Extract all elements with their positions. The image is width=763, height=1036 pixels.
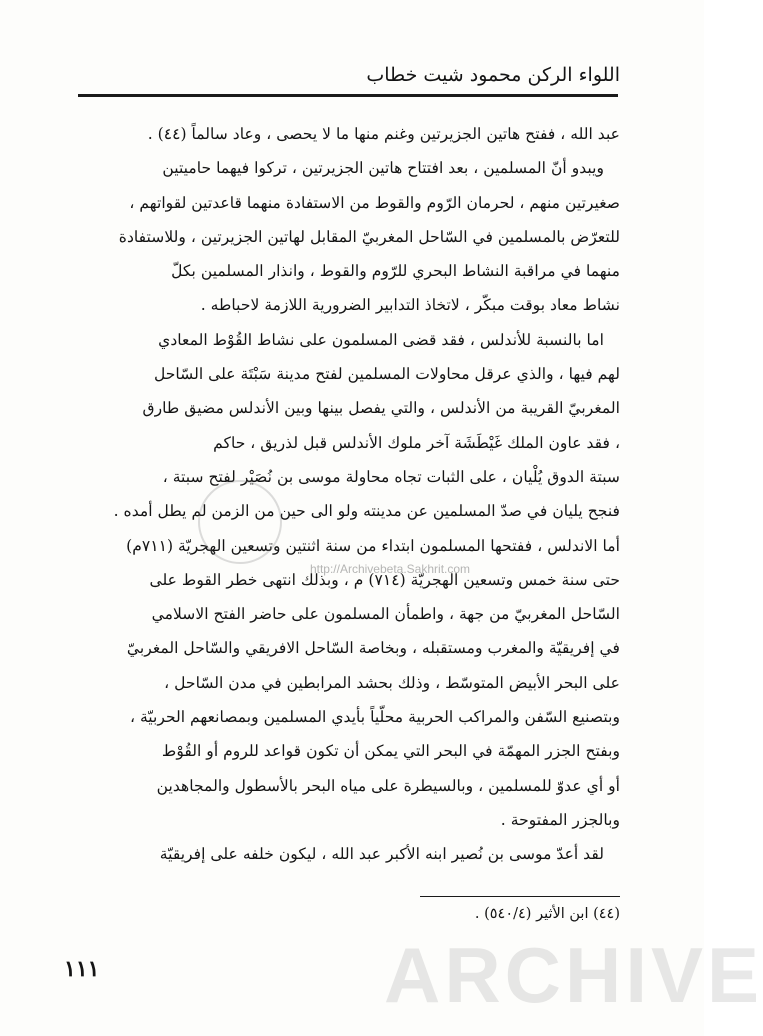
text-line: اما بالنسبة للأندلس ، فقد قضى المسلمون على نشاط القُوْط المعادي	[158, 330, 604, 349]
text-line: السّاحل المغربيّ من جهة ، واطمأن المسلمون على حاضر الفتح الاسلامي	[151, 605, 620, 624]
text-line: نشاط معاد بوقت مبكّر ، لاتخاذ التدابير الضرورية اللازمة لاحباطه .	[200, 296, 620, 315]
header-rule	[78, 94, 618, 97]
text-line: سبتة الدوق يُلْيان ، على الثبات تجاه محاولة موسى بن نُصَيْر لفتح سبتة ،	[162, 467, 620, 486]
watermark-archive: ARCHIVE	[384, 931, 763, 1019]
text-line: للتعرّض بالمسلمين في السّاحل المغربيّ المقابل لهاتين الجزيرتين ، وللاستفادة	[118, 227, 620, 246]
text-line: على البحر الأبيض المتوسّط ، وذلك بحشد المرابطين في مدن السّاحل ،	[164, 673, 620, 692]
watermark-url: http://Archivebeta.Sakhrit.com	[309, 562, 471, 576]
body-text	[80, 117, 620, 872]
text-line: أما الاندلس ، ففتحها المسلمون ابتداء من سنة اثنتين وتسعين الهجريّة (٧١١م)	[126, 536, 620, 555]
text-line: أو أي عدوّ للمسلمين ، وبالسيطرة على مياه البحر بالأسطول والمجاهدين	[156, 776, 620, 795]
text-line: وبفتح الجزر المهمّة في البحر التي يمكن أن تكون قواعد للروم أو القُوْط	[161, 742, 620, 761]
text-line: ويبدو أنّ المسلمين ، بعد افتتاح هاتين الجزيرتين ، تركوا فيهما حاميتين	[162, 159, 604, 178]
text-line: حتى سنة خمس وتسعين الهجريّة (٧١٤) م ، وبذلك انتهى خطر القوط على	[149, 570, 620, 589]
text-line: صغيرتين منهم ، لحرمان الرّوم والقوط من الاستفادة منهما قاعدتين لقواتهم ،	[129, 193, 620, 212]
text-line: عبد الله ، ففتح هاتين الجزيرتين وغنم منها ما لا يحصى ، وعاد سالماً (٤٤) .	[147, 125, 620, 143]
footnote: (٤٤) ابن الأثير (٥٤٠/٤) .	[474, 906, 620, 922]
text-line: فنجح يليان في صدّ المسلمين عن مدينته ولو الى حين من الزمن لم يطل أمده .	[113, 502, 620, 521]
text-line: لهم فيها ، والذي عرقل محاولات المسلمين لفتح مدينة سَبْتَة على السّاحل	[153, 365, 620, 384]
text-line: ، فقد عاون الملك غَيْطَشَة آخر ملوك الأندلس قبل لذريق ، حاكم	[213, 433, 620, 452]
text-line: وبتصنيع السّفن والمراكب الحربية محلّياً بأيدي المسلمين وبمصانعهم الحربيّة ،	[129, 708, 620, 727]
footnote-rule	[420, 896, 620, 897]
text-line: في إفريقيّة والمغرب ومستقبله ، وبخاصة السّاحل الافريقي والسّاحل المغربيّ	[126, 639, 620, 658]
running-header: اللواء الركن محمود شيت خطاب	[366, 64, 620, 86]
text-line: وبالجزر المفتوحة .	[500, 810, 620, 829]
text-line: لقد أعدّ موسى بن نُصير ابنه الأكبر عبد الله ، ليكون خلفه على إفريقيّة	[159, 845, 604, 864]
text-line: المغربيّ القريبة من الأندلس ، والتي يفصل بينها وبين الأندلس مضيق طارق	[142, 399, 620, 418]
watermark-logo-icon	[198, 480, 282, 564]
page-number: ١١١	[64, 956, 100, 982]
text-line: منهما في مراقبة النشاط البحري للرّوم والقوط ، وانذار المسلمين بكلّ	[171, 262, 620, 281]
